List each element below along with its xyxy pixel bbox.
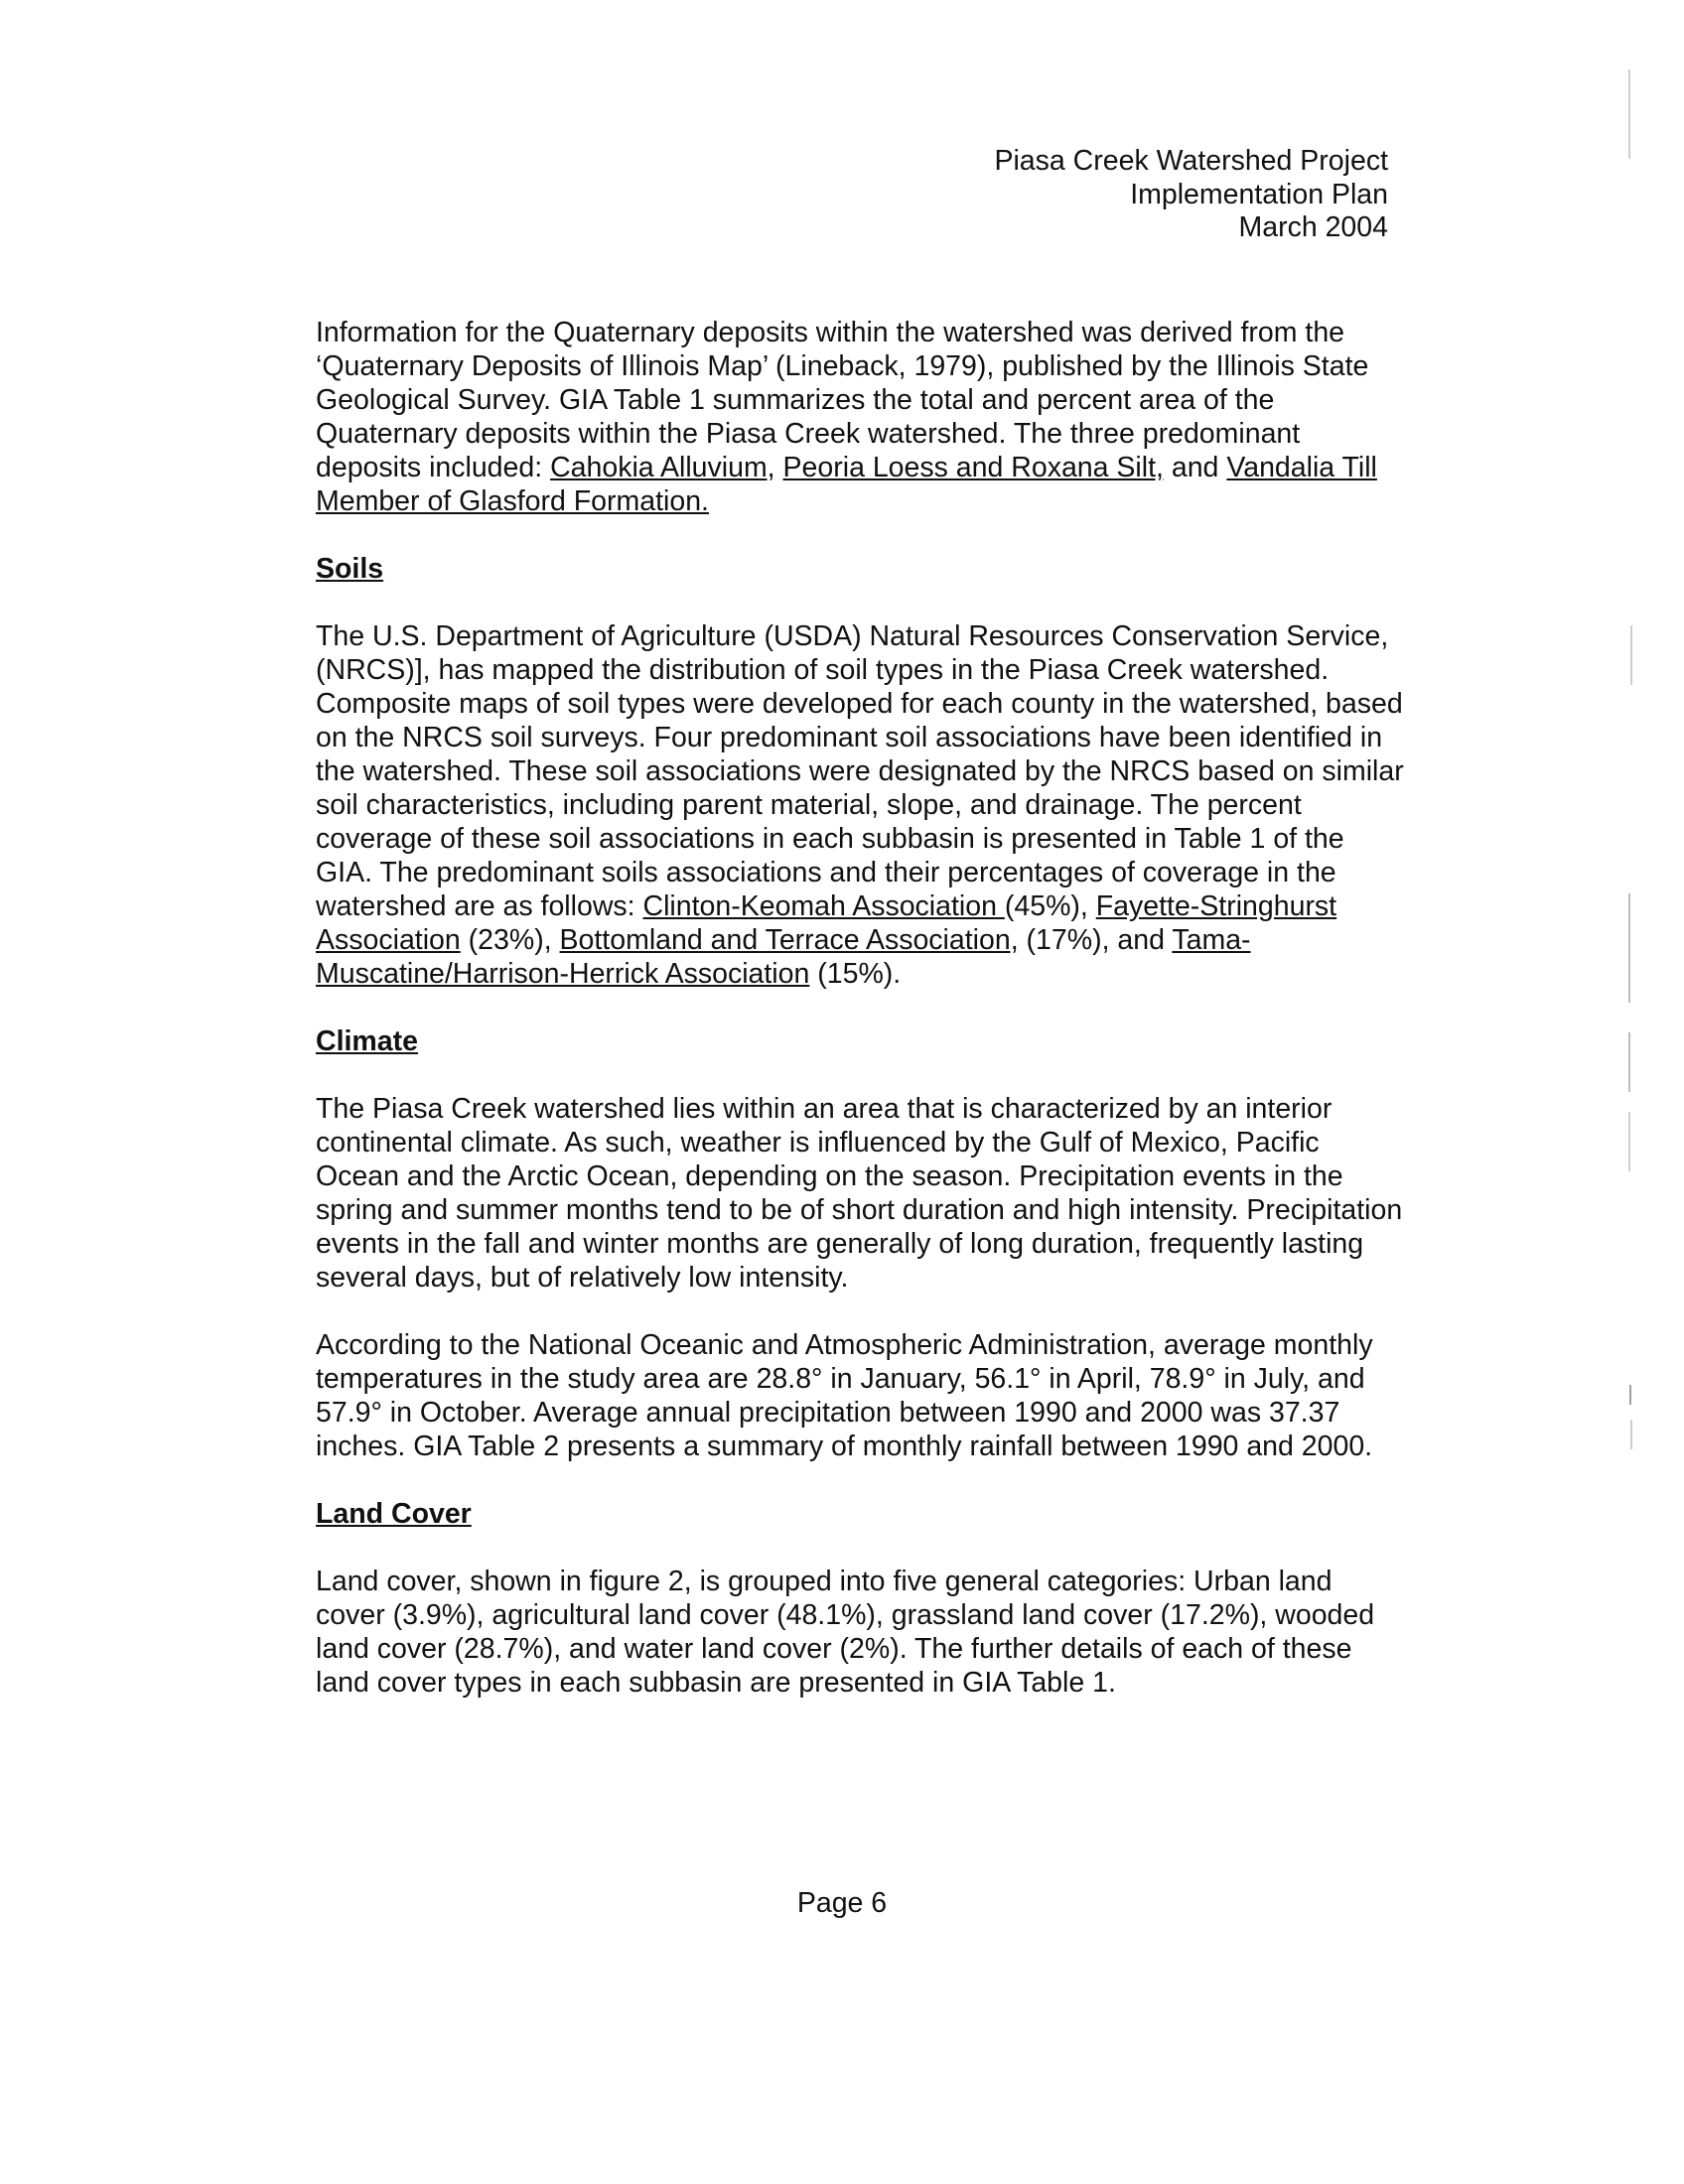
deposit-separator bbox=[775, 452, 783, 483]
soil-association-fayette: Fayette-Stringhurst Association bbox=[316, 890, 1337, 956]
quaternary-paragraph bbox=[316, 316, 1408, 518]
scan-mark bbox=[1629, 1385, 1631, 1405]
page-footer bbox=[0, 1886, 1684, 1920]
soil-pct-bottomland: (17%), and bbox=[1018, 924, 1173, 956]
soil-association-clinton-keomah: Clinton-Keomah Association bbox=[642, 890, 1005, 922]
scan-mark bbox=[1630, 625, 1632, 685]
climate-paragraph-2: According to the National Oceanic and Atmospheric Administration, average monthly temperatures in the study area are 28.8° in January, 56.1° in April, 78.9° in July, and 57.9° in October. Average annual precipitation between 1990 and 2000 was 37.37 inches. GIA Table 2 presents a summary of monthly rainfall between 1990 and 2000. bbox=[316, 1329, 1373, 1462]
soil-pct-clinton: (45%), bbox=[1004, 890, 1096, 922]
header-project-title: Piasa Creek Watershed Project bbox=[994, 145, 1388, 177]
scan-mark bbox=[1628, 1112, 1630, 1171]
header-plan-title: Implementation Plan bbox=[1130, 178, 1388, 210]
soils-paragraph bbox=[316, 619, 1408, 991]
scan-mark bbox=[1628, 69, 1630, 159]
land-cover-paragraph: Land cover, shown in figure 2, is grouped into five general categories: Urban land cover (3.9%), agricultural land cover (48.1%), grassland land cover (17.2%), wooded land cover (28.7%), and water land cover (2%). The further details of each of these land cover types in each subbasin are presented in GIA Table 1. bbox=[316, 1566, 1375, 1699]
soil-association-tama: Tama-Muscatine/Harrison-Herrick Association bbox=[316, 924, 1251, 990]
deposit-vandalia-till: Vandalia Till Member of Glasford Formation. bbox=[316, 452, 1377, 517]
soil-association-bottomland: Bottomland and Terrace Association, bbox=[559, 924, 1019, 956]
climate-paragraph-1: The Piasa Creek watershed lies within an area that is characterized by an interior continental climate. As such, weather is influenced by the Gulf of Mexico, Pacific Ocean and the Arctic Ocean, depending on the season. Precipitation events in the spring and summer months tend to be of short duration and high intensity. Precipitation events in the fall and winter months are generally of long duration, frequently lasting several days, but of relatively low intensity. bbox=[316, 1093, 1403, 1294]
soils-text: The U.S. Department of Agriculture (USDA) Natural Resources Conservation Service, (NRCS)], has mapped the distribution of soil types in the Piasa Creek watershed. Composite maps of soil types were developed for each county in the watershed, based on the NRCS soil surveys. Four predominant soil associations have been identified in the watershed. These soil associations were designated by the NRCS based on similar soil characteristics, including parent material, slope, and drainage. The percent coverage of these soil associations in each subbasin is presented in Table 1 of the GIA. The predominant soils associations and their percentages of coverage in the watershed are as follows: bbox=[316, 620, 1404, 922]
header-date: March 2004 bbox=[1238, 211, 1388, 243]
scan-mark bbox=[1630, 1420, 1632, 1449]
deposit-cahokia-alluvium: Cahokia Alluvium, bbox=[550, 452, 775, 483]
deposit-separator: and bbox=[1163, 452, 1227, 483]
soils-heading: Soils bbox=[316, 553, 384, 585]
soil-pct-fayette: (23%), bbox=[460, 924, 560, 956]
page-number: Page 6 bbox=[796, 1887, 888, 1919]
land-cover-heading: Land Cover bbox=[316, 1498, 472, 1530]
deposit-peoria-loess: Peoria Loess and Roxana Silt, bbox=[782, 452, 1164, 483]
page-header bbox=[994, 145, 1388, 245]
quaternary-text: Information for the Quaternary deposits within the watershed was derived from the ‘Quaternary Deposits of Illinois Map’ (Lineback, 1979), published by the Illinois State Geological Survey. GIA Table 1 summarizes the total and percent area of the Quaternary deposits within the Piasa Creek watershed. The three predominant deposits included: bbox=[316, 317, 1369, 483]
scan-mark bbox=[1628, 1032, 1630, 1092]
soil-pct-tama: (15%). bbox=[809, 958, 902, 990]
scan-mark bbox=[1628, 893, 1630, 1003]
climate-heading: Climate bbox=[316, 1025, 418, 1057]
document-body bbox=[316, 316, 1408, 1700]
